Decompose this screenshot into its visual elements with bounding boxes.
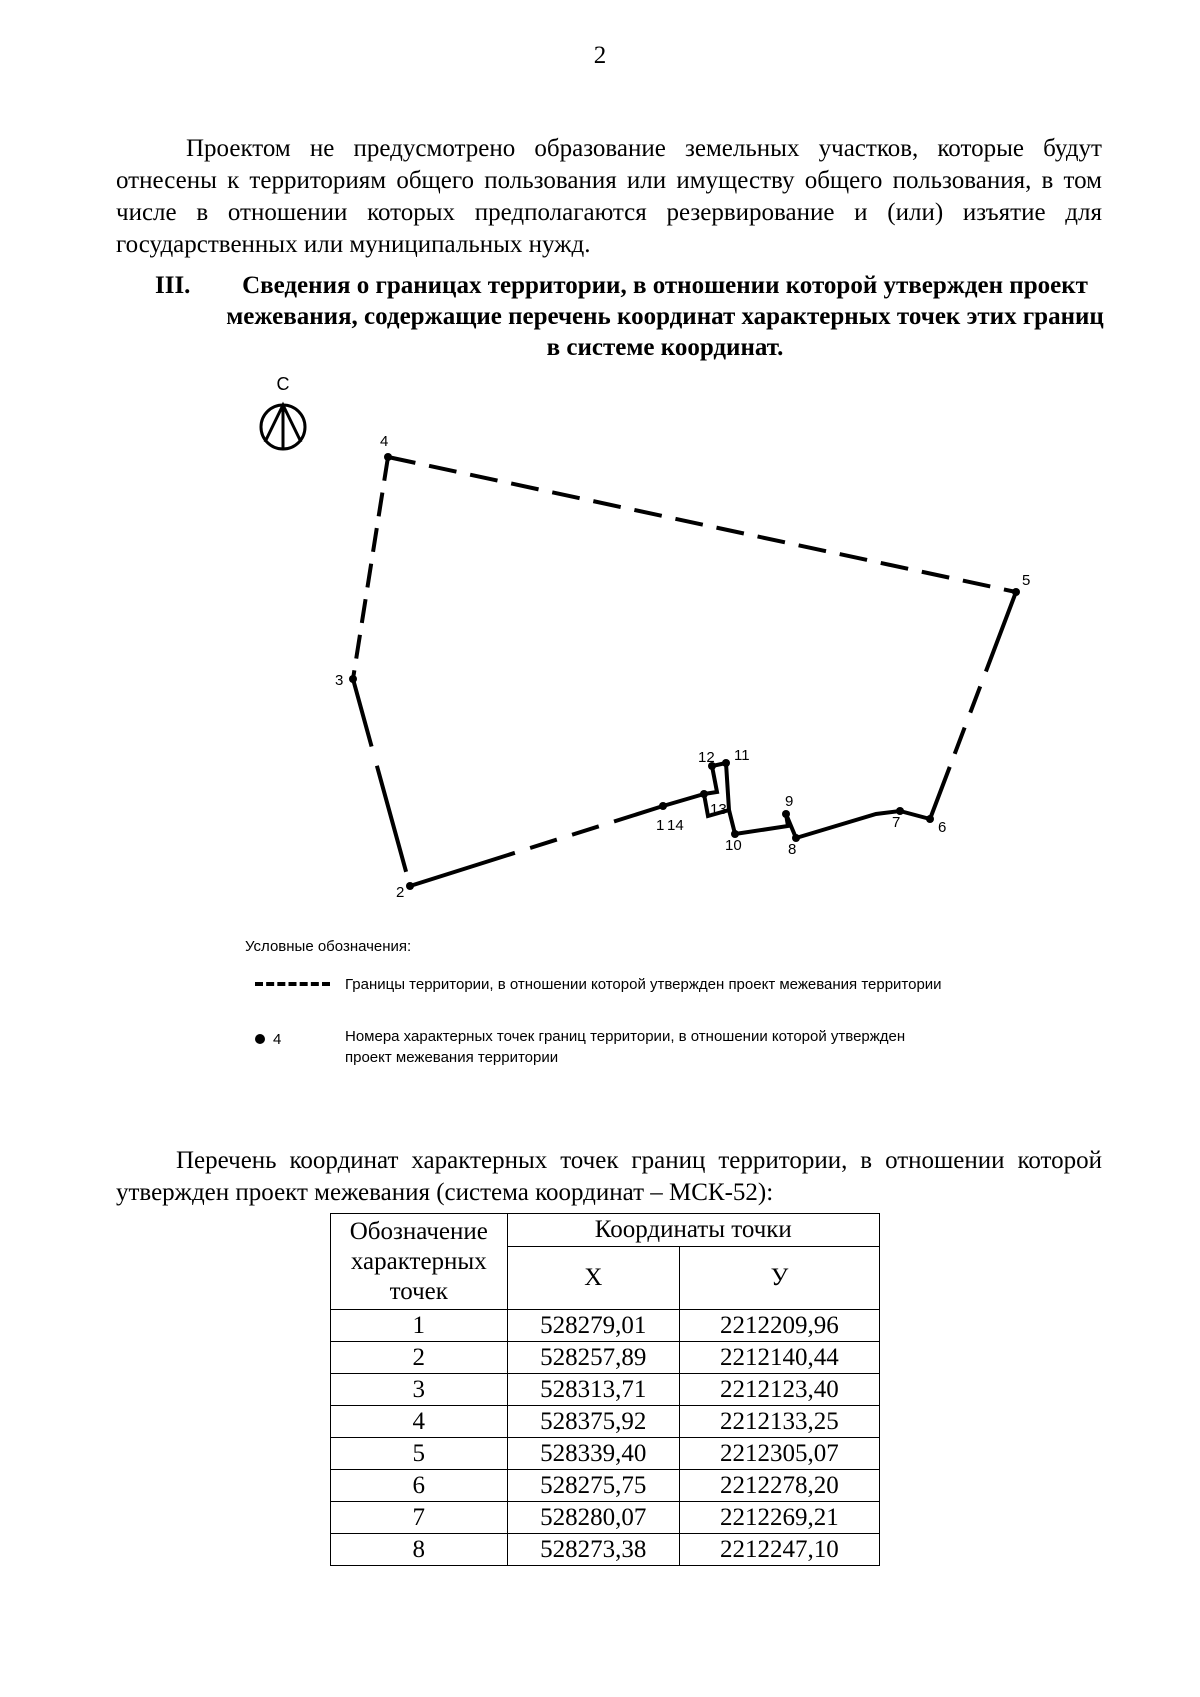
paragraph-reservation: Проектом не предусмотрено образование земельных участков, которые будут отнесены к территориям общего пользования или имуществу общего пользования, в том числе в отношении которых предполагаются резервирование и (или) изъятие для государственных или муниципальных нужд.: [116, 135, 1102, 258]
point-label: 13: [710, 801, 727, 818]
point-symbol-number: 4: [273, 1030, 282, 1048]
point-marker: [384, 453, 392, 461]
north-label: С: [276, 374, 290, 394]
territory-boundary: [353, 457, 1016, 886]
legend-title: Условные обозначения:: [245, 938, 412, 955]
table-row: [331, 1470, 880, 1502]
cell-x: 528273,38: [507, 1534, 679, 1566]
cell-point: 8: [331, 1534, 508, 1566]
table-row: [331, 1374, 880, 1406]
section-number: III.: [155, 272, 191, 299]
cell-point: 6: [331, 1470, 508, 1502]
table-row: [331, 1534, 880, 1566]
cell-y: 2212269,21: [679, 1502, 879, 1534]
cell-x: 528339,40: [507, 1438, 679, 1470]
cell-x: 528375,92: [507, 1406, 679, 1438]
point-label: 7: [892, 814, 901, 831]
table-row: [331, 1406, 880, 1438]
point-marker: [782, 810, 790, 818]
page-number: 2: [593, 42, 607, 69]
point-marker: [349, 675, 357, 683]
table-row: [331, 1438, 880, 1470]
cell-y: 2212133,25: [679, 1406, 879, 1438]
point-marker: [406, 882, 414, 890]
paragraph-coordinates-intro: Перечень координат характерных точек границ территории, в отношении которой утвержден проект межевания (система координат – МСК-52):: [116, 1147, 1102, 1206]
dot-icon: [255, 1034, 265, 1044]
cell-x: 528313,71: [507, 1374, 679, 1406]
cell-point: 1: [331, 1310, 508, 1342]
point-label: 9: [785, 793, 794, 810]
header-point-designation: Обозначение характерных точек: [331, 1214, 508, 1310]
header-x: Х: [507, 1247, 679, 1310]
cell-point: 7: [331, 1502, 508, 1534]
point-label: 10: [725, 837, 742, 854]
legend-boundary-text: Границы территории, в отношении которой утвержден проект межевания территории: [345, 976, 942, 993]
legend-points-text: Номера характерных точек границ территории, в отношении которой утвержден проект межевания территории: [345, 1028, 906, 1066]
point-marker: [722, 759, 730, 767]
north-arrow-icon: [261, 374, 305, 449]
cell-x: 528275,75: [507, 1470, 679, 1502]
point-label: 6: [938, 819, 947, 836]
cell-x: 528279,01: [507, 1310, 679, 1342]
table-row: [331, 1310, 880, 1342]
header-y: У: [679, 1247, 879, 1310]
point-label: 3: [335, 672, 344, 689]
table-row: [331, 1342, 880, 1374]
cell-x: 528280,07: [507, 1502, 679, 1534]
cell-y: 2212247,10: [679, 1534, 879, 1566]
point-label: 11: [734, 747, 750, 764]
coordinates-table: [330, 1213, 880, 1566]
cell-y: 2212278,20: [679, 1470, 879, 1502]
point-marker: [1012, 588, 1020, 596]
point-label: 5: [1022, 572, 1031, 589]
table-row: [331, 1502, 880, 1534]
cell-point: 4: [331, 1406, 508, 1438]
cell-y: 2212305,07: [679, 1438, 879, 1470]
cell-x: 528257,89: [507, 1342, 679, 1374]
point-marker: [700, 790, 708, 798]
point-marker: [926, 815, 934, 823]
section-title: Сведения о границах территории, в отношении которой утвержден проект межевания, содержащие перечень координат характерных точек этих границ в системе координат.: [226, 272, 1104, 361]
point-label: 8: [788, 841, 797, 858]
point-label: 1: [656, 817, 665, 834]
point-marker: [659, 802, 667, 810]
point-labels: [335, 433, 1030, 901]
point-label: 4: [380, 433, 389, 450]
point-label: 14: [667, 817, 684, 834]
cell-point: 2: [331, 1342, 508, 1374]
point-label: 2: [396, 884, 405, 901]
cell-y: 2212209,96: [679, 1310, 879, 1342]
cell-y: 2212140,44: [679, 1342, 879, 1374]
cell-point: 5: [331, 1438, 508, 1470]
dashed-line-icon: [255, 978, 330, 986]
boundary-points: [349, 453, 1020, 890]
point-label: 12: [698, 749, 715, 766]
cell-point: 3: [331, 1374, 508, 1406]
cell-y: 2212123,40: [679, 1374, 879, 1406]
boundary-scheme: [230, 360, 1050, 920]
point-symbol: [255, 1030, 281, 1048]
header-coordinates: Координаты точки: [507, 1214, 879, 1247]
